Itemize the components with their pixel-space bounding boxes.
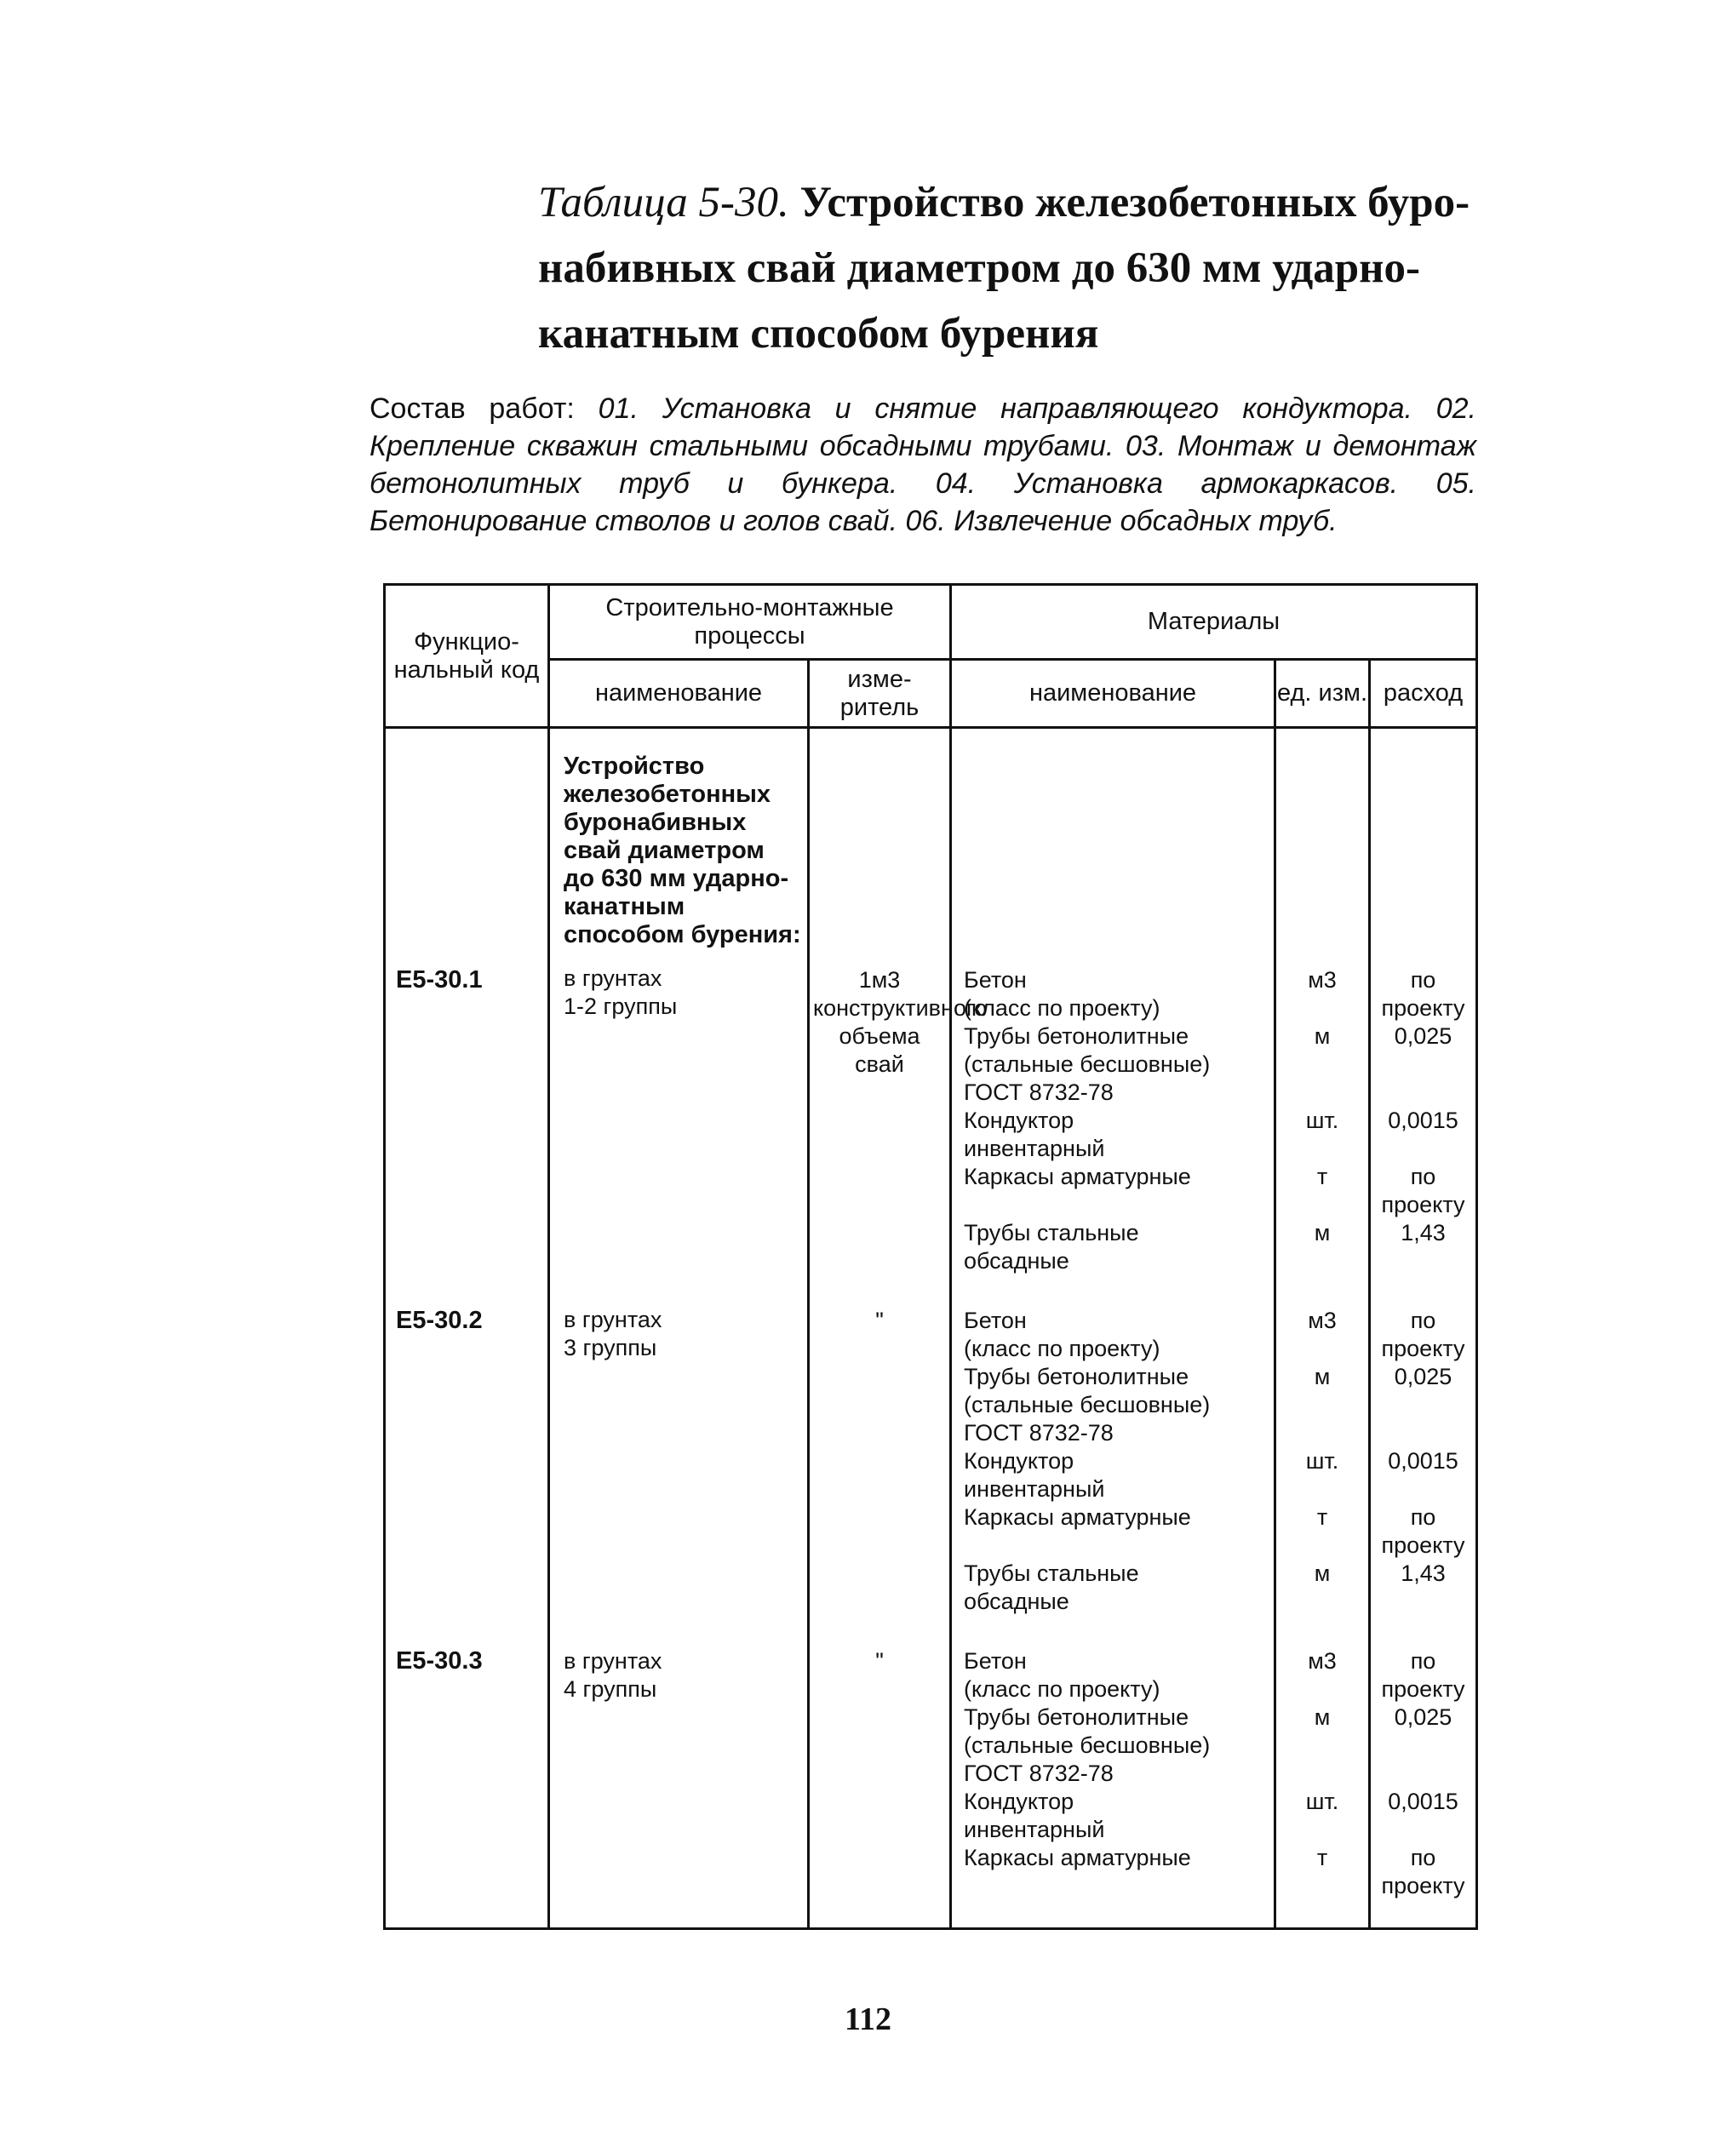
- norms-table: [383, 583, 1478, 1930]
- cell-text: Каркасы арматурные: [964, 1504, 1191, 1530]
- header-material-name: наименование: [951, 660, 1275, 728]
- page-number: 112: [845, 2001, 891, 2037]
- cell-text: в грунтах: [564, 1648, 662, 1674]
- cell-text: м: [1314, 1364, 1331, 1389]
- cell-text: м3: [1308, 967, 1337, 993]
- col-process-name: [549, 728, 809, 1929]
- spacer: [1276, 1419, 1368, 1447]
- spacer: [1371, 1760, 1475, 1788]
- cell-text: (класс по проекту): [964, 995, 1160, 1021]
- spacer: [1276, 1051, 1368, 1079]
- cell-text: ГОСТ 8732-78: [964, 1761, 1114, 1786]
- cell-text: м: [1314, 1560, 1331, 1586]
- work-composition-text: 01. Установка и снятие направляющего кондуктора. 02. Крепление скважин стальными обсадными трубами. 03. Монтаж и демонтаж бетонолитных труб и бункера. 04. Установка армокаркасов. 05. Бетонирование стволов и голов свай. 06. Извлечение обсадных труб.: [370, 392, 1476, 537]
- spacer: [1371, 1135, 1475, 1163]
- col-process-unit: [809, 728, 988, 1929]
- cell-text: шт.: [1305, 1789, 1339, 1814]
- qty-group-2: [1371, 1307, 1475, 1616]
- mat-unit-group-1: [1276, 966, 1368, 1275]
- cell-text: Трубы бетонолитные: [964, 1364, 1189, 1389]
- spacer: [1276, 1675, 1368, 1704]
- spacer: [1276, 1335, 1368, 1363]
- cell-text: Бетон: [964, 967, 1027, 993]
- spacer: [1371, 1419, 1475, 1447]
- spacer: [1371, 1391, 1475, 1419]
- cell-text: инвентарный: [964, 1817, 1105, 1842]
- code-row-1: Е5-30.1: [396, 966, 483, 993]
- header-process-unit: изме-ритель: [809, 660, 951, 728]
- col-material-name: [951, 728, 1275, 1929]
- cell-text: Трубы бетонолитные: [964, 1023, 1189, 1049]
- spacer: [964, 1191, 1274, 1219]
- unit-row-2: ": [875, 1308, 884, 1333]
- cell-text: шт.: [1305, 1448, 1339, 1474]
- cell-text: Бетон: [964, 1648, 1027, 1674]
- header-code: Функцио-нальный код: [385, 585, 549, 728]
- header-material-unit: ед. изм.: [1275, 660, 1370, 728]
- materials-group-2: [964, 1307, 1274, 1616]
- cell-text: в грунтах: [564, 965, 662, 991]
- spacer: [1276, 1760, 1368, 1788]
- spacer: [1276, 1532, 1368, 1560]
- cell-text: м3: [1308, 1308, 1337, 1333]
- spacer: [1371, 1247, 1475, 1275]
- cell-text: обсадные: [964, 1589, 1069, 1614]
- spacer: [1276, 1135, 1368, 1163]
- header-process-name: наименование: [549, 660, 809, 728]
- cell-text: по: [1410, 1504, 1436, 1530]
- header-materials: Материалы: [951, 585, 1477, 660]
- cell-text: инвентарный: [964, 1136, 1105, 1161]
- cell-text: по: [1410, 1164, 1436, 1189]
- spacer: [1371, 1816, 1475, 1844]
- spacer: [1276, 1191, 1368, 1219]
- cell-text: (стальные бесшовные): [964, 1392, 1211, 1417]
- cell-text: ГОСТ 8732-78: [964, 1079, 1114, 1105]
- unit-row-3: ": [875, 1648, 884, 1674]
- cell-text: (класс по проекту): [964, 1676, 1160, 1702]
- col-code: [385, 728, 549, 1929]
- cell-text: 1-2 группы: [564, 993, 678, 1019]
- cell-text: 0,025: [1394, 1704, 1452, 1730]
- spacer: [1276, 1588, 1368, 1616]
- cell-text: шт.: [1305, 1108, 1339, 1133]
- cell-text: по: [1410, 1845, 1436, 1870]
- cell-text: т: [1316, 1504, 1328, 1530]
- materials-group-3: [964, 1647, 1274, 1872]
- cell-text: Кондуктор: [964, 1108, 1074, 1133]
- cell-text: 0,025: [1394, 1023, 1452, 1049]
- cell-text: 4 группы: [564, 1676, 657, 1702]
- process-row-3: [564, 1647, 802, 1704]
- cell-text: по: [1410, 1648, 1436, 1674]
- process-row-1: [564, 965, 802, 1021]
- header-material-qty: расход: [1370, 660, 1477, 728]
- mat-unit-group-3: [1276, 1647, 1368, 1872]
- cell-text: по: [1410, 1308, 1436, 1333]
- table-title: [538, 170, 1500, 367]
- cell-text: т: [1316, 1845, 1328, 1870]
- cell-text: проекту: [1381, 1532, 1465, 1558]
- cell-text: Бетон: [964, 1308, 1027, 1333]
- cell-text: Кондуктор: [964, 1789, 1074, 1814]
- materials-group-1: [964, 966, 1274, 1275]
- cell-text: 0,0015: [1388, 1448, 1458, 1474]
- cell-text: м: [1314, 1023, 1331, 1049]
- cell-text: 1,43: [1401, 1560, 1446, 1586]
- cell-text: 3 группы: [564, 1335, 657, 1360]
- header-processes: Строительно-монтажные процессы: [549, 585, 951, 660]
- unit-row-1: 1м3 конструктивного объема свай: [813, 967, 988, 1077]
- spacer: [1371, 1475, 1475, 1503]
- work-composition-label: Состав работ:: [370, 392, 575, 425]
- cell-text: Каркасы арматурные: [964, 1845, 1191, 1870]
- spacer: [1276, 1079, 1368, 1107]
- cell-text: т: [1316, 1164, 1328, 1189]
- cell-text: 0,025: [1394, 1364, 1452, 1389]
- spacer: [1371, 1732, 1475, 1760]
- cell-text: обсадные: [964, 1248, 1069, 1274]
- cell-text: м: [1314, 1220, 1331, 1245]
- cell-text: проекту: [1381, 1336, 1465, 1361]
- cell-text: м3: [1308, 1648, 1337, 1674]
- spacer: [1276, 1247, 1368, 1275]
- cell-text: проекту: [1381, 1873, 1465, 1898]
- spacer: [1276, 1816, 1368, 1844]
- cell-text: 1,43: [1401, 1220, 1446, 1245]
- spacer: [1276, 1732, 1368, 1760]
- col-material-qty: [1370, 728, 1477, 1929]
- cell-text: 0,0015: [1388, 1789, 1458, 1814]
- qty-group-1: [1371, 966, 1475, 1275]
- cell-text: (стальные бесшовные): [964, 1732, 1211, 1758]
- cell-text: Трубы стальные: [964, 1560, 1139, 1586]
- spacer: [1371, 1079, 1475, 1107]
- spacer: [1276, 994, 1368, 1022]
- spacer: [1276, 1391, 1368, 1419]
- col-material-unit: [1275, 728, 1370, 1929]
- cell-text: Кондуктор: [964, 1448, 1074, 1474]
- cell-text: в грунтах: [564, 1307, 662, 1332]
- cell-text: по: [1410, 967, 1436, 993]
- cell-text: (стальные бесшовные): [964, 1051, 1211, 1077]
- cell-text: Трубы бетонолитные: [964, 1704, 1189, 1730]
- cell-text: 0,0015: [1388, 1108, 1458, 1133]
- spacer: [1276, 1475, 1368, 1503]
- spacer: [964, 1532, 1274, 1560]
- cell-text: ГОСТ 8732-78: [964, 1420, 1114, 1446]
- section-heading: Устройство железобетонных буронабивных свай диаметром до 630 мм ударно-канатным способом бурения:: [564, 753, 801, 948]
- cell-text: проекту: [1381, 995, 1465, 1021]
- spacer: [1371, 1588, 1475, 1616]
- qty-group-3: [1371, 1647, 1475, 1900]
- process-row-2: [564, 1306, 802, 1362]
- cell-text: м: [1314, 1704, 1331, 1730]
- cell-text: инвентарный: [964, 1476, 1105, 1502]
- cell-text: (класс по проекту): [964, 1336, 1160, 1361]
- cell-text: проекту: [1381, 1676, 1465, 1702]
- mat-unit-group-2: [1276, 1307, 1368, 1616]
- cell-text: Каркасы арматурные: [964, 1164, 1191, 1189]
- code-row-3: Е5-30.3: [396, 1647, 483, 1675]
- cell-text: проекту: [1381, 1192, 1465, 1217]
- code-row-2: Е5-30.2: [396, 1307, 483, 1334]
- table-heading: Устройство железобетонных буро-набивных свай диаметром до 630 мм ударно-канатным способом бурения: [538, 179, 1470, 358]
- spacer: [1371, 1051, 1475, 1079]
- work-composition: [370, 390, 1476, 540]
- table-number: Таблица 5-30.: [538, 179, 789, 226]
- cell-text: Трубы стальные: [964, 1220, 1139, 1245]
